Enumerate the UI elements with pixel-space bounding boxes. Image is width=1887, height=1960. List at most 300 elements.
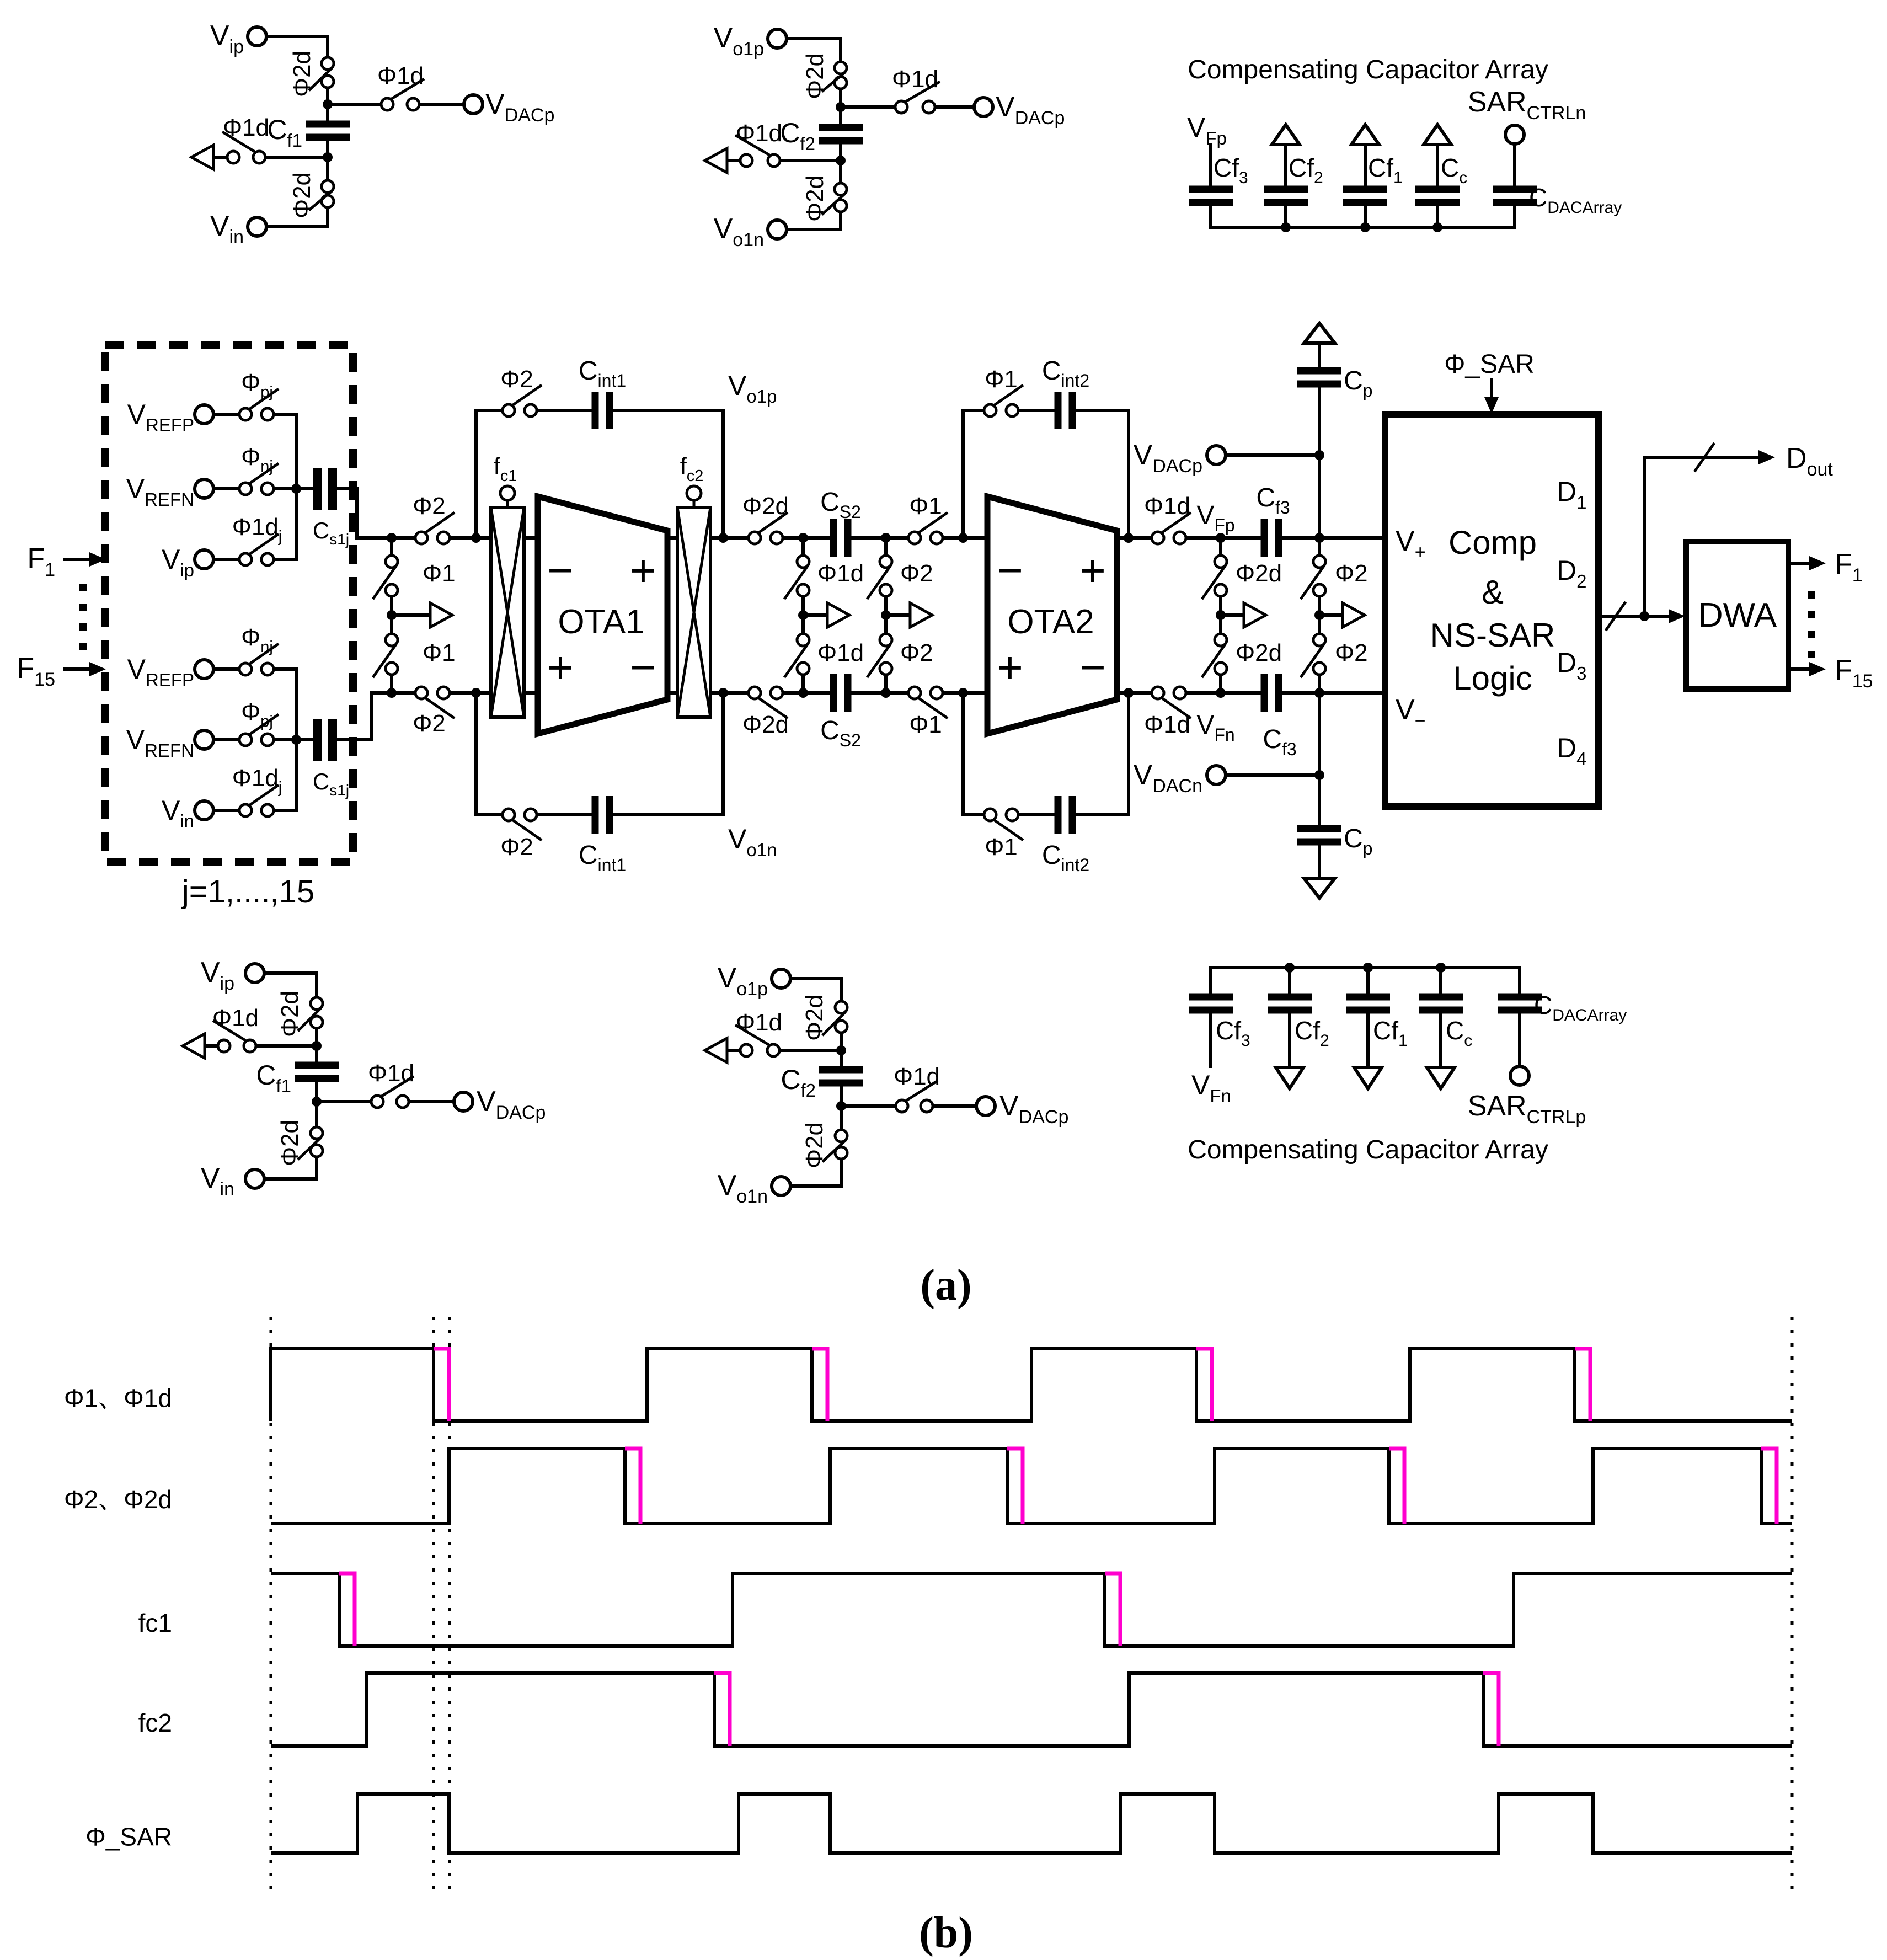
net-label	[999, 1090, 1068, 1128]
text-part: DACArray	[1552, 1006, 1627, 1024]
text-part: D	[1557, 647, 1577, 678]
net-label	[801, 995, 828, 1041]
net-label	[1289, 153, 1323, 187]
caption-b: (b)	[919, 1909, 973, 1957]
switch-contact	[261, 483, 274, 495]
text-part: Φ2	[413, 710, 446, 737]
net-label	[1835, 654, 1873, 692]
terminal	[245, 964, 264, 982]
text-part: V	[1133, 439, 1153, 471]
switch-contact	[503, 404, 515, 416]
text-part: Φ2	[500, 366, 533, 393]
terminal	[195, 801, 213, 820]
text-part: V	[713, 22, 733, 54]
text-part: o1n	[736, 1186, 768, 1207]
junction-dot	[387, 533, 397, 543]
text-part: +	[1079, 546, 1106, 596]
text-part: Compensating Capacitor Array	[1188, 1135, 1548, 1165]
net-label	[223, 114, 269, 141]
junction-dot	[1432, 222, 1442, 232]
net-label	[210, 210, 244, 248]
text-part: V	[210, 20, 229, 52]
text-part: Comp	[1448, 524, 1537, 561]
terminal	[195, 660, 213, 679]
text-part: p	[1362, 381, 1373, 400]
switch-contact	[797, 634, 809, 646]
text-part: pj	[260, 713, 273, 730]
text-part: C	[578, 356, 598, 386]
text-part: 3	[1241, 1032, 1250, 1050]
net-label	[162, 544, 194, 580]
switch-contact	[227, 151, 239, 163]
timing-waveform-4	[271, 1794, 1792, 1853]
net-label	[1786, 442, 1833, 480]
text-part: V	[1196, 501, 1215, 530]
timing-delayed-edge	[1389, 1449, 1404, 1524]
net-label	[736, 1009, 782, 1036]
arrowhead	[1669, 609, 1685, 623]
text-part: C	[578, 841, 598, 870]
switch-contact	[437, 687, 450, 699]
junction-dot	[471, 533, 481, 543]
switch-contact	[261, 553, 274, 565]
net-label	[241, 444, 273, 476]
ellipsis-dot	[1808, 611, 1815, 618]
switch-contact	[880, 663, 892, 675]
switch-contact	[984, 809, 996, 821]
switch-contact	[407, 98, 419, 110]
ellipsis-dot	[79, 604, 87, 611]
text-part: Φ1d	[893, 1063, 940, 1090]
text-part: Φ1d	[1143, 493, 1191, 520]
text-part: Φ1	[423, 639, 456, 666]
chopper-clock-terminal	[500, 486, 515, 500]
net-label	[547, 546, 574, 596]
supply-up-icon	[1424, 125, 1451, 145]
switch-contact	[239, 804, 252, 816]
text-part: Φ2d	[801, 52, 828, 100]
text-part: C	[1446, 1016, 1464, 1045]
text-part: c2	[686, 467, 704, 485]
terminal	[772, 969, 790, 988]
net-label	[1042, 841, 1089, 875]
text-part: C	[1534, 991, 1553, 1019]
net-label	[413, 493, 446, 520]
net-label	[892, 66, 938, 93]
switch-contact	[1313, 663, 1325, 675]
text-part: V	[126, 473, 145, 504]
text-part: 2	[1576, 571, 1587, 591]
switch-contact	[415, 687, 427, 699]
text-part: Φ1d	[817, 560, 864, 587]
junction-dot	[1124, 688, 1134, 698]
terminal	[248, 217, 266, 236]
text-part: −	[630, 643, 656, 693]
net-label	[817, 639, 864, 666]
junction-dot	[836, 156, 846, 165]
text-part: C	[820, 488, 840, 517]
terminal	[195, 479, 213, 498]
switch-contact	[239, 663, 252, 675]
text-part: int2	[1061, 855, 1090, 875]
text-part: V	[126, 724, 145, 755]
switch-contact	[984, 404, 996, 416]
text-part: REFP	[145, 415, 194, 435]
text-part: OTA1	[558, 603, 645, 641]
net-label	[1134, 759, 1202, 797]
text-part: C	[781, 1064, 801, 1095]
text-part: p	[1362, 839, 1373, 858]
terminal	[768, 29, 787, 48]
text-part: C	[1041, 841, 1061, 870]
net-label	[714, 213, 764, 250]
net-label	[413, 710, 446, 737]
junction-dot	[291, 735, 301, 745]
terminal	[245, 1169, 264, 1188]
net-label	[718, 962, 768, 1000]
text-part: Φ2d	[801, 994, 828, 1042]
terminal	[195, 730, 213, 749]
net-label	[997, 643, 1023, 693]
switch-contact	[1215, 556, 1227, 568]
timing-delayed-edge	[339, 1573, 355, 1646]
net-label	[126, 473, 194, 510]
text-part: +	[630, 546, 656, 596]
net-label	[736, 120, 782, 147]
caption-a: (a)	[920, 1261, 972, 1310]
switch-contact	[261, 408, 274, 420]
switch-contact	[797, 663, 809, 675]
text-part: f1	[276, 1076, 291, 1096]
text-part: f	[680, 453, 687, 480]
net-label	[630, 643, 656, 693]
junction-dot	[798, 533, 808, 543]
text-part: V	[1396, 525, 1415, 557]
net-label	[820, 488, 861, 522]
text-part: 2	[1314, 169, 1323, 187]
net-label	[377, 62, 424, 89]
text-part: +	[997, 643, 1023, 693]
net-label	[1191, 1070, 1231, 1106]
net-label	[1373, 1016, 1408, 1050]
text-part: f3	[1275, 498, 1290, 517]
cm-buffer-icon	[183, 1034, 205, 1058]
text-part: V	[210, 210, 229, 242]
net-label	[1368, 153, 1403, 187]
junction-dot	[836, 1101, 846, 1111]
terminal	[772, 1177, 790, 1195]
net-label	[1144, 493, 1190, 520]
text-part: pj	[260, 383, 273, 401]
text-part: V	[1396, 694, 1415, 726]
text-part: Φ2	[1335, 639, 1368, 666]
switch-contact	[740, 154, 752, 167]
switch-contact	[239, 408, 252, 420]
text-part: CTRLp	[1526, 1107, 1586, 1128]
net-label	[909, 711, 942, 738]
text-part: Φ2d	[276, 1119, 303, 1167]
net-label	[1134, 439, 1202, 477]
text-part: C	[1344, 824, 1363, 853]
net-label	[1344, 824, 1372, 858]
net-label	[820, 716, 861, 750]
text-part: +	[1414, 542, 1426, 563]
text-part: Φ1d	[817, 639, 864, 666]
text-part: V	[127, 654, 146, 685]
timing-waveform-1	[271, 1449, 1792, 1524]
text-part: o1p	[746, 386, 777, 407]
text-part: C	[267, 114, 287, 145]
ellipsis-dot	[79, 643, 87, 650]
junction-dot	[958, 533, 968, 543]
switch-contact	[908, 687, 921, 699]
net-label	[181, 874, 314, 910]
text-part: nj	[260, 638, 273, 656]
text-part: ip	[220, 973, 234, 994]
text-part: s1j	[329, 782, 350, 799]
supply-up-icon	[1272, 125, 1300, 145]
timing-row-label: fc2	[138, 1708, 172, 1737]
switch-contact	[749, 532, 761, 544]
switch-contact	[768, 154, 780, 167]
text-part: Φ1d	[367, 1060, 415, 1087]
switch-contact	[923, 101, 935, 113]
switch-contact	[880, 556, 892, 568]
switch-contact	[767, 1044, 779, 1056]
text-part: C	[1256, 483, 1275, 512]
net-label	[909, 493, 942, 520]
text-part: D	[1557, 555, 1577, 586]
net-label	[127, 654, 194, 690]
text-part: Fn	[1210, 1086, 1231, 1106]
net-label	[996, 91, 1065, 129]
switch-contact	[896, 1100, 908, 1112]
text-part: Fp	[1214, 515, 1235, 535]
text-part: C	[1529, 183, 1548, 212]
text-part: 1	[1576, 492, 1587, 512]
terminal	[1207, 766, 1226, 784]
text-part: Φ2	[500, 834, 533, 861]
arrowhead	[1758, 450, 1775, 464]
text-part: DWA	[1698, 596, 1777, 634]
junction-dot	[291, 484, 301, 494]
net-label	[1529, 183, 1622, 217]
junction-dot	[312, 1097, 322, 1107]
timing-delayed-edge	[1761, 1449, 1777, 1524]
text-part: Φ1d	[891, 66, 939, 93]
net-label	[1444, 350, 1535, 379]
text-part: DACArray	[1547, 199, 1622, 217]
timing-waveform-3	[271, 1673, 1792, 1746]
text-part: Compensating Capacitor Array	[1188, 55, 1548, 84]
junction-dot	[1314, 688, 1324, 698]
switch-contact	[1313, 584, 1325, 596]
junction-dot	[958, 688, 968, 698]
text-part: Φ1d	[735, 1009, 783, 1036]
text-part: 1	[1393, 169, 1403, 187]
net-label	[680, 453, 704, 485]
junction-dot	[881, 533, 891, 543]
junction-dot	[323, 99, 333, 109]
switch-contact	[371, 1096, 383, 1108]
net-label	[313, 517, 349, 548]
junction-dot	[836, 102, 846, 112]
net-label	[1453, 660, 1532, 697]
supply-down-icon	[1427, 1067, 1455, 1088]
switch-contact	[749, 687, 761, 699]
text-part: f	[493, 453, 500, 480]
net-label	[801, 1122, 828, 1168]
terminal	[768, 220, 787, 239]
text-part: 15	[34, 669, 55, 690]
text-part: Φ2	[900, 639, 933, 666]
text-part: Φ1d	[222, 114, 270, 141]
text-part: C	[1344, 366, 1363, 396]
net-label	[1448, 524, 1537, 561]
switch-contact	[1006, 809, 1018, 821]
text-part: C	[780, 118, 800, 148]
junction-dot	[1363, 963, 1373, 973]
net-label	[1468, 1090, 1586, 1128]
net-label	[900, 560, 933, 587]
net-label	[1335, 639, 1368, 666]
terminal	[195, 405, 213, 424]
text-part: V	[1191, 1070, 1210, 1101]
text-part: c	[1464, 1032, 1473, 1050]
switch-contact	[1215, 663, 1227, 675]
switch-contact	[397, 1096, 409, 1108]
net-label	[1144, 711, 1190, 738]
supply-down-icon	[1304, 878, 1335, 898]
net-label	[1430, 617, 1555, 654]
switch-contact	[261, 734, 274, 746]
text-part: Φ1d	[1143, 711, 1191, 738]
timing-waveform-2	[271, 1573, 1792, 1646]
net-label	[313, 768, 349, 799]
switch-contact	[1174, 687, 1186, 699]
net-label	[1236, 560, 1282, 587]
switch-contact	[797, 556, 809, 568]
junction-dot	[836, 1045, 846, 1055]
text-part: OTA2	[1007, 603, 1094, 641]
text-part: Φ1	[909, 493, 942, 520]
net-label	[1335, 560, 1368, 587]
text-part: Φ2d	[276, 990, 303, 1038]
switch-contact	[261, 804, 274, 816]
junction-dot	[881, 688, 891, 698]
junction-dot	[1436, 963, 1446, 973]
text-part: Φ2d	[742, 493, 789, 520]
text-part: V	[127, 399, 146, 430]
net-label	[127, 399, 194, 435]
net-label	[232, 514, 282, 546]
switch-contact	[1313, 634, 1325, 646]
net-label	[718, 1169, 768, 1207]
net-label	[17, 653, 55, 690]
net-label	[1216, 1016, 1250, 1050]
net-label	[1042, 356, 1089, 391]
timing-delayed-edge	[812, 1349, 827, 1421]
switch-contact	[415, 532, 427, 544]
text-part: SAR	[1467, 1090, 1527, 1122]
junction-dot	[1360, 222, 1370, 232]
junction-dot	[798, 610, 808, 620]
net-label	[1196, 501, 1234, 535]
text-part: V	[1187, 112, 1206, 143]
cm-buffer-icon	[910, 603, 932, 627]
text-part: V	[200, 1162, 220, 1194]
text-part: f1	[287, 130, 302, 151]
text-part: F	[1835, 654, 1852, 686]
net-label	[1344, 366, 1372, 400]
cm-buffer-icon	[430, 603, 452, 627]
text-part: Fn	[1214, 725, 1235, 745]
net-label	[494, 453, 517, 485]
text-part: Φ2d	[801, 175, 828, 222]
junction-dot	[798, 688, 808, 698]
net-label	[558, 603, 644, 641]
text-part: Φ1	[423, 560, 456, 587]
timing-delayed-edge	[1483, 1673, 1499, 1746]
net-label	[423, 639, 456, 666]
timing-waveform-0	[271, 1349, 1792, 1421]
junction-dot	[312, 1041, 322, 1051]
terminal	[454, 1092, 473, 1111]
switch-contact	[386, 556, 398, 568]
text-part: F	[1835, 548, 1852, 580]
text-part: C	[256, 1060, 276, 1091]
timing-row-label: Φ1、Φ1d	[63, 1384, 172, 1413]
net-label	[1534, 991, 1627, 1024]
text-part: Φ2d	[801, 1121, 828, 1169]
text-part: o1n	[746, 840, 777, 860]
junction-dot	[387, 610, 397, 620]
text-part: DACp	[1018, 1107, 1069, 1128]
text-part: C	[312, 517, 330, 543]
net-label	[1236, 639, 1282, 666]
text-part: Cf	[1289, 153, 1314, 182]
switch-contact	[239, 483, 252, 495]
text-part: Fp	[1205, 128, 1227, 148]
switch-contact	[244, 1040, 256, 1052]
text-part: V	[717, 962, 737, 994]
net-label	[714, 22, 764, 60]
text-part: c	[1459, 169, 1468, 187]
net-label	[742, 493, 789, 520]
text-part: V	[200, 957, 220, 989]
text-part: DACp	[495, 1102, 546, 1123]
net-label	[728, 370, 777, 407]
net-label	[288, 51, 316, 97]
switch-contact	[381, 98, 393, 110]
text-part: DACp	[1152, 456, 1202, 477]
text-part: V	[728, 824, 747, 855]
net-label	[477, 1086, 546, 1123]
net-label	[256, 1060, 291, 1096]
switch-contact	[437, 532, 450, 544]
switch-contact	[386, 663, 398, 675]
text-part: Φ2d	[1236, 560, 1282, 587]
timing-delayed-edge	[1196, 1349, 1212, 1421]
text-part: 4	[1576, 749, 1587, 769]
text-part: Φ1	[909, 711, 942, 738]
text-part: int1	[597, 371, 627, 391]
switch-contact	[1174, 532, 1186, 544]
switch-contact	[386, 634, 398, 646]
text-part: Φ2d	[288, 172, 316, 219]
switch-contact	[740, 1044, 752, 1056]
net-label	[1196, 711, 1234, 745]
